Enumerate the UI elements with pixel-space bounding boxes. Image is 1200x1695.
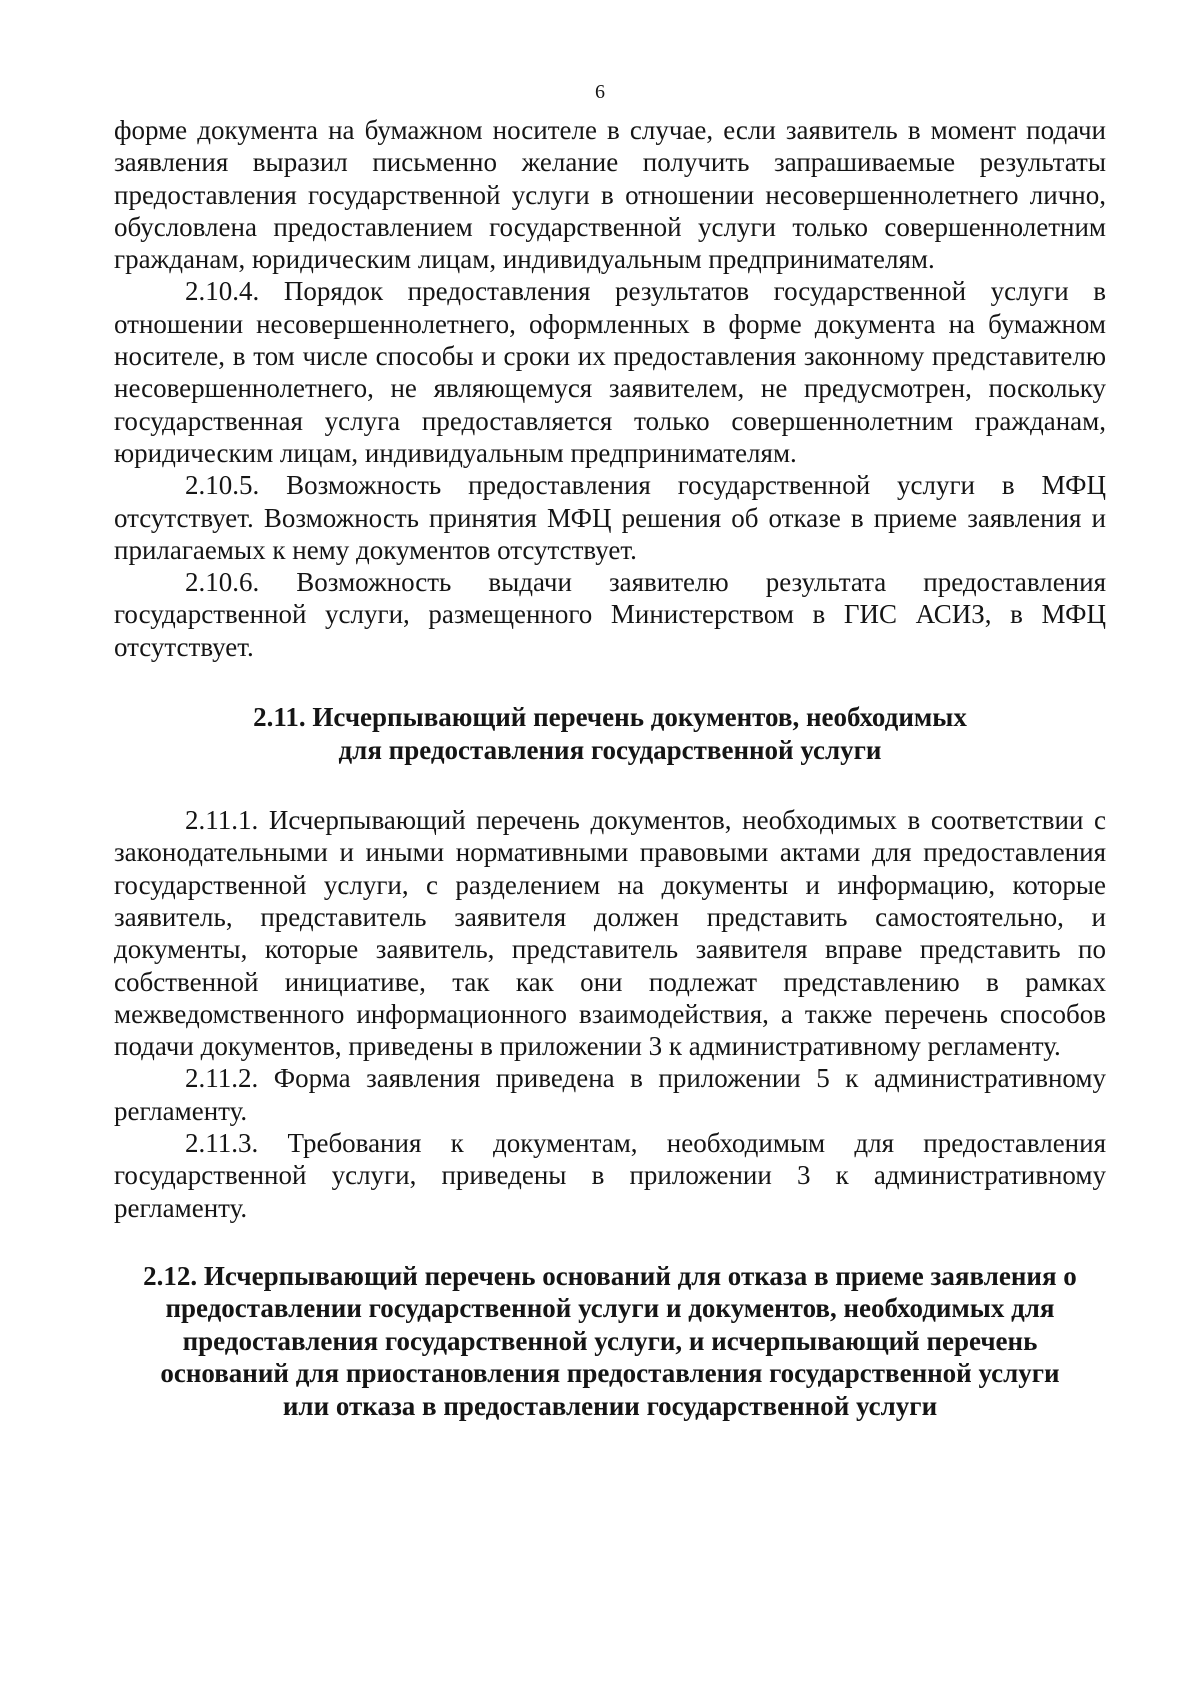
section-heading-2-12-line-5: или отказа в предоставлении государственной услуги: [282, 1390, 938, 1421]
section-heading-2-11-line-1: 2.11. Исчерпывающий перечень документов, необходимых: [253, 702, 967, 733]
document-body: [114, 114, 1106, 1422]
section-heading-2-11-line-2: для предоставления государственной услуги: [338, 734, 882, 765]
paragraph-2-10-4: 2.10.4. Порядок предоставления результатов государственной услуги в отношении несовершеннолетнего, оформленных в форме документа на бумажном носителе, в том числе способы и сроки их предоставления законному представителю несовершеннолетнего, не являющемуся заявителем, не предусмотрен, поскольку государственная услуга предоставляется только совершеннолетним гражданам, юридическим лицам, индивидуальным предпринимателям.: [114, 276, 1106, 468]
paragraph-2-10-5: 2.10.5. Возможность предоставления государственной услуги в МФЦ отсутствует. Возможность принятия МФЦ решения об отказе в приеме заявления и прилагаемых к нему документов отсутствует.: [114, 470, 1106, 565]
section-heading-2-12-line-4: оснований для приостановления предоставления государственной услуги: [160, 1358, 1060, 1389]
section-heading-2-12-line-1: 2.12. Исчерпывающий перечень оснований для отказа в приеме заявления о: [143, 1260, 1077, 1291]
paragraph-2-10-3-continued: форме документа на бумажном носителе в случае, если заявитель в момент подачи заявления выразил письменно желание получить запрашиваемые результаты предоставления государственной услуги в отношении несовершеннолетнего лично, обусловлена предоставлением государственной услуги только совершеннолетним гражданам, юридическим лицам, индивидуальным предпринимателям.: [114, 115, 1106, 275]
paragraph-2-11-3: 2.11.3. Требования к документам, необходимым для предоставления государственной услуги, приведены в приложении 3 к административному регламенту.: [114, 1128, 1106, 1223]
paragraph-2-11-1: 2.11.1. Исчерпывающий перечень документов, необходимых в соответствии с законодательными и иными нормативными правовыми актами для предоставления государственной услуги, с разделением на документы и информацию, которые заявитель, представитель заявителя должен представить самостоятельно, и документы, которые заявитель, представитель заявителя вправе представить по собственной инициативе, так как они подлежат представлению в рамках межведомственного информационного взаимодействия, а также перечень способов подачи документов, приведены в приложении 3 к административному регламенту.: [114, 805, 1106, 1062]
section-heading-2-11: [114, 701, 1106, 766]
page-number: 6: [595, 81, 605, 103]
paragraph-2-10-6: 2.10.6. Возможность выдачи заявителю результата предоставления государственной услуги, размещенного Министерством в ГИС АСИЗ, в МФЦ отсутствует.: [114, 567, 1106, 662]
section-heading-2-12-line-3: предоставления государственной услуги, и исчерпывающий перечень: [182, 1325, 1038, 1356]
paragraph-2-11-2: 2.11.2. Форма заявления приведена в приложении 5 к административному регламенту.: [114, 1063, 1106, 1126]
section-heading-2-12-line-2: предоставлении государственной услуги и документов, необходимых для: [165, 1293, 1055, 1324]
section-heading-2-12: [114, 1260, 1106, 1423]
